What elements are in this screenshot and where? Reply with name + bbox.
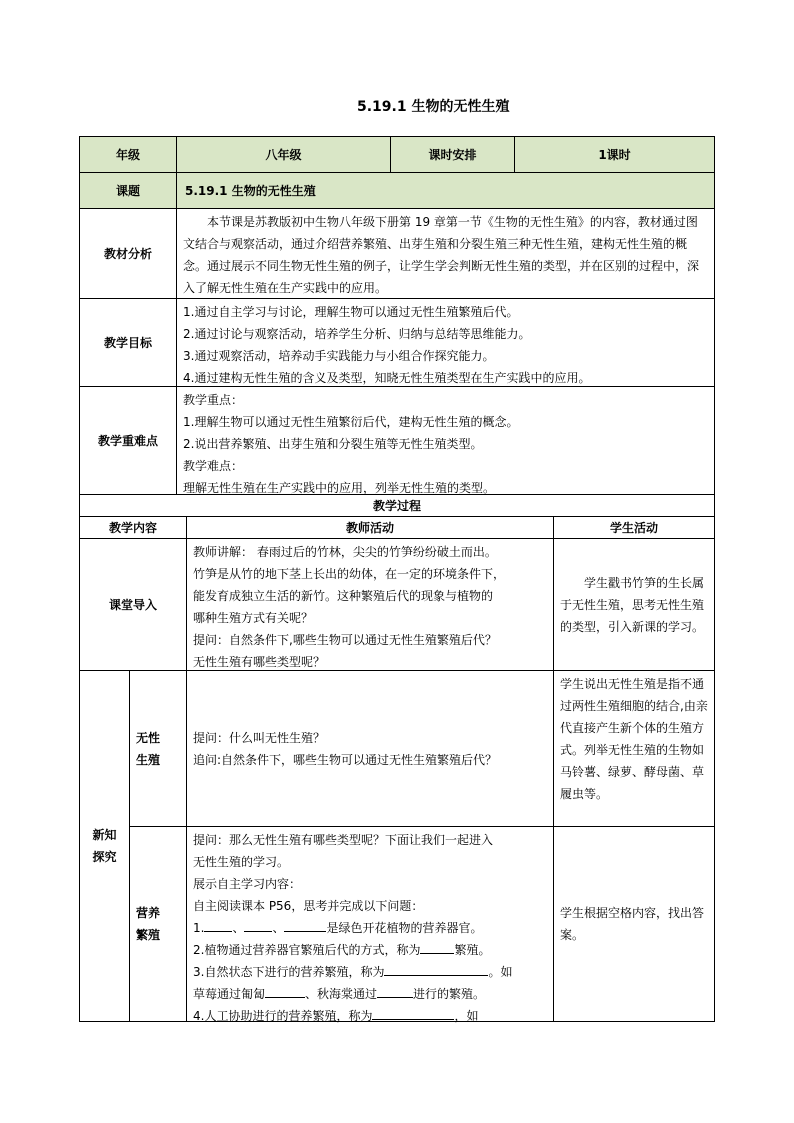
goal-item: 2.通过讨论与观察活动，培养学生分析、归纳与总结等思维能力。 (183, 327, 531, 341)
intro-teacher-line: 能发育成独立生活的新竹。这种繁殖后代的现象与植物的 (193, 589, 494, 603)
vegetative-label (130, 827, 187, 1021)
col-teacher-header: 教师活动 (187, 517, 554, 539)
col-content-header: 教学内容 (80, 517, 187, 539)
vegetative-teacher-line: 无性生殖的学习。 (193, 855, 290, 869)
keypoint-line: 教学难点： (183, 459, 244, 473)
explore-label-text: 新知探究 (92, 828, 117, 864)
hours-value: 1课时 (515, 137, 714, 173)
question-4: 4.人工协助进行的营养繁殖，称为 ，如 (193, 1005, 547, 1027)
goal-item: 1.通过自主学习与讨论，理解生物可以通过无性生殖繁殖后代。 (183, 305, 519, 319)
topic-label: 课题 (80, 173, 177, 209)
blank (244, 917, 272, 932)
vegetative-student (554, 827, 714, 1021)
question-3: 3.自然状态下进行的营养繁殖，称为 。如 (193, 961, 547, 983)
asexual-label-text: 无性生殖 (136, 730, 161, 767)
intro-teacher-line: 提问：自然条件下,哪些生物可以通过无性生殖繁殖后代？ (193, 633, 497, 647)
keypoints-label: 教学重难点 (80, 387, 177, 495)
intro-label: 课堂导入 (80, 539, 187, 671)
process-title: 教学过程 (80, 495, 714, 517)
topic-value: 5.19.1 生物的无性生殖 (177, 173, 714, 209)
goals-label: 教学目标 (80, 299, 177, 387)
intro-student-text: 学生戳书竹笋的生长属于无性生殖，思考无性生殖的类型，引入新课的学习。 (560, 575, 705, 634)
vegetative-teacher-line: 提问：那么无性生殖有哪些类型呢？下面让我们一起进入 (193, 833, 494, 847)
grade-label: 年级 (80, 137, 177, 173)
intro-teacher-line: 教师讲解： 春雨过后的竹林，尖尖的竹笋纷纷破土而出。 (193, 545, 497, 559)
blank (420, 939, 454, 954)
asexual-teacher-line: 提问：什么叫无性生殖？ (193, 730, 326, 745)
vegetative-teacher (187, 827, 554, 1021)
keypoint-line: 教学重点： (183, 393, 244, 407)
intro-teacher-line: 竹笋是从竹的地下茎上长出的幼体，在一定的环境条件下， (193, 567, 506, 581)
keypoint-line: 理解无性生殖在生产实践中的应用，列举无性生殖的类型。 (183, 481, 496, 495)
blank (204, 917, 232, 932)
goal-item: 3.通过观察活动，培养动手实践能力与小组合作探究能力。 (183, 349, 495, 363)
keypoint-line: 1.理解生物可以通过无性生殖繁衍后代，建构无性生殖的概念。 (183, 415, 519, 429)
intro-student (554, 539, 714, 671)
asexual-teacher-line: 追问:自然条件下，哪些生物可以通过无性生殖繁殖后代？ (193, 752, 498, 767)
goals-list (177, 299, 714, 387)
analysis-text: 本节课是苏教版初中生物八年级下册第 19 章第一节《生物的无性生殖》的内容，教材通过图文结合与观察活动，通过介绍营养繁殖、出芽生殖和分裂生殖三种无性生殖，建构无性生殖的概念。通过展示不同生物无性生殖的例子，让学生学会判断无性生殖的类型，并在区别的过程中，深入了解无性生殖在生产实践中的应用。 (177, 209, 714, 299)
analysis-label: 教材分析 (80, 209, 177, 299)
keypoints-list (177, 387, 714, 495)
vegetative-label-text: 营养繁殖 (136, 906, 161, 942)
question-1: 1. 、 、 是绿色开花植物的营养器官。 (193, 917, 547, 939)
blank (284, 917, 326, 932)
blank (384, 961, 488, 976)
page-title: 5.19.1 生物的无性生殖 (357, 99, 510, 115)
goal-item: 4.通过建构无性生殖的含义及类型，知晓无性生殖类型在生产实践中的应用。 (183, 371, 591, 385)
col-student-header: 学生活动 (554, 517, 714, 539)
blank (265, 983, 305, 998)
intro-teacher-line: 哪种生殖方式有关呢？ (193, 611, 314, 625)
question-2: 2.植物通过营养器官繁殖后代的方式，称为 繁殖。 (193, 939, 547, 961)
intro-teacher (187, 539, 554, 671)
asexual-student: 学生说出无性生殖是指不通过两性生殖细胞的结合,由亲代直接产生新个体的生殖方式。列举无性生殖的生物如马铃薯、绿萝、酵母菌、草履虫等。 (554, 671, 714, 827)
intro-teacher-line: 无性生殖有哪些类型呢？ (193, 655, 326, 669)
asexual-teacher (187, 671, 554, 827)
vegetative-student-text: 学生根据空格内容，找出答案。 (560, 906, 705, 942)
explore-label (80, 671, 130, 1021)
hours-label: 课时安排 (391, 137, 515, 173)
lesson-plan-table (79, 136, 715, 1022)
vegetative-teacher-line: 展示自主学习内容： (193, 877, 302, 891)
blank (377, 983, 413, 998)
vegetative-teacher-line: 自主阅读课本 P56，思考并完成以下问题： (193, 899, 424, 913)
blank (372, 1005, 454, 1020)
asexual-label (130, 671, 187, 827)
grade-value: 八年级 (177, 137, 391, 173)
question-3b: 草莓通过匍匐 、秋海棠通过 进行的繁殖。 (193, 983, 547, 1005)
keypoint-line: 2.说出营养繁殖、出芽生殖和分裂生殖等无性生殖类型。 (183, 437, 483, 451)
